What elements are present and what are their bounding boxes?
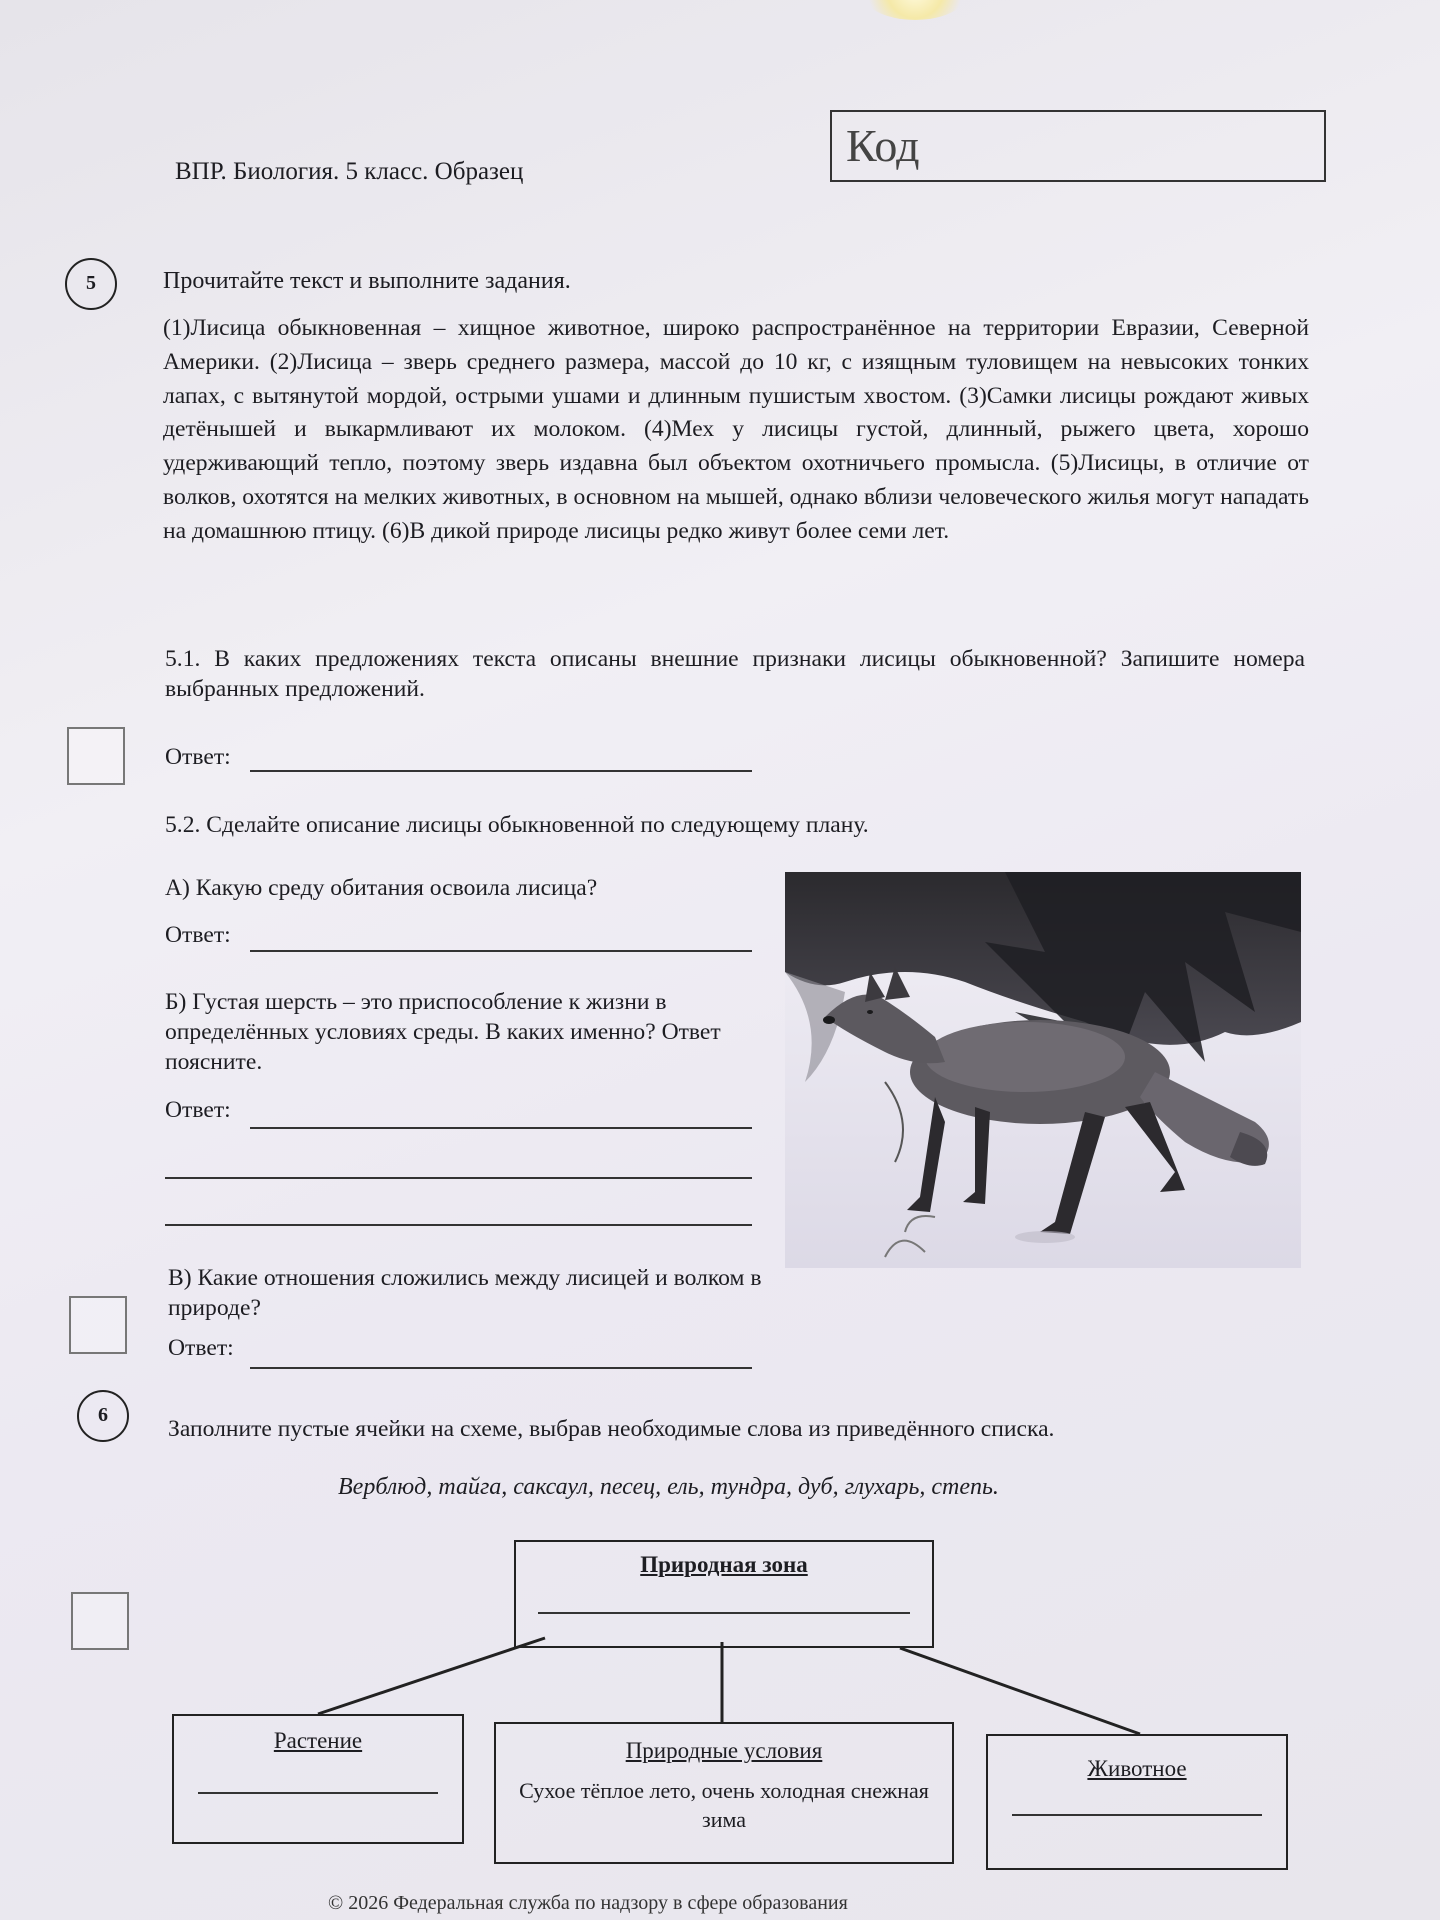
conditions-title: Природные условия [625,1738,823,1763]
question-v: В) Какие отношения сложились между лисицей и волком в природе? [168,1265,762,1321]
natural-zone-answer-line[interactable] [538,1612,910,1614]
plant-box[interactable] [172,1714,464,1844]
plant-title: Растение [273,1728,363,1753]
animal-box[interactable] [986,1734,1288,1870]
conditions-text: Сухое тёплое лето, очень холодная снежная зима [519,1778,929,1832]
question-a: А) Какую среду обитания освоила лисица? [165,875,598,901]
code-box[interactable]: Код [830,110,1326,182]
answer-label-v: Ответ: [168,1335,234,1361]
word-list: Верблюд, тайга, саксаул, песец, ель, тундра, дуб, глухарь, степь. [338,1474,999,1500]
task-number-6: 6 [77,1390,129,1442]
task-number-5: 5 [65,258,117,310]
question-5-1: 5.1. В каких предложениях текста описаны внешние признаки лисицы обыкновенной? Запишите номера выбранных предложений. [165,646,1305,702]
natural-zone-title: Природная зона [640,1552,808,1577]
answer-label-b: Ответ: [165,1097,231,1123]
natural-zone-box[interactable] [514,1540,934,1648]
copyright-footer: © 2026 Федеральная служба по надзору в сфере образования [328,1892,848,1914]
task5-instruction: Прочитайте текст и выполните задания. [163,268,571,294]
answer-label-5-1: Ответ: [165,744,231,770]
task6-instruction: Заполните пустые ячейки на схеме, выбрав необходимые слова из приведённого списка. [168,1416,1055,1442]
task5-text: (1)Лисица обыкновенная – хищное животное, широко распространённое на территории Евразии, Северной Америки. (2)Лисица – зверь среднего размера, массой до 10 кг, с изящным туловищем на невысоких тонких лапах, с вытянутой мордой, острыми ушами и длинным пушистым хвостом. (3)Самки лисицы рождают живых детёнышей и выкармливают их молоком. (4)Мех у лисицы густой, длинный, рыжего цвета, хорошо удерживающий тепло, поэтому зверь издавна был объектом охотничьего промысла. (5)Лисицы, в отличие от волков, охотятся на мелких животных, в основном на мышей, однако вблизи человеческого жилья могут нападать на домашнюю птицу. (6)В дикой природе лисицы редко живут более семи лет. [163,315,1309,544]
question-b: Б) Густая шерсть – это приспособление к жизни в определённых условиях среды. В каких именно? Ответ поясните. [165,989,721,1075]
animal-answer-line[interactable] [1012,1814,1262,1816]
answer-label-a: Ответ: [165,922,231,948]
question-5-2: 5.2. Сделайте описание лисицы обыкновенной по следующему плану. [165,812,869,838]
animal-title: Животное [1087,1756,1187,1781]
conditions-box [494,1722,954,1864]
plant-answer-line[interactable] [198,1792,438,1794]
header-title: ВПР. Биология. 5 класс. Образец [175,158,524,185]
